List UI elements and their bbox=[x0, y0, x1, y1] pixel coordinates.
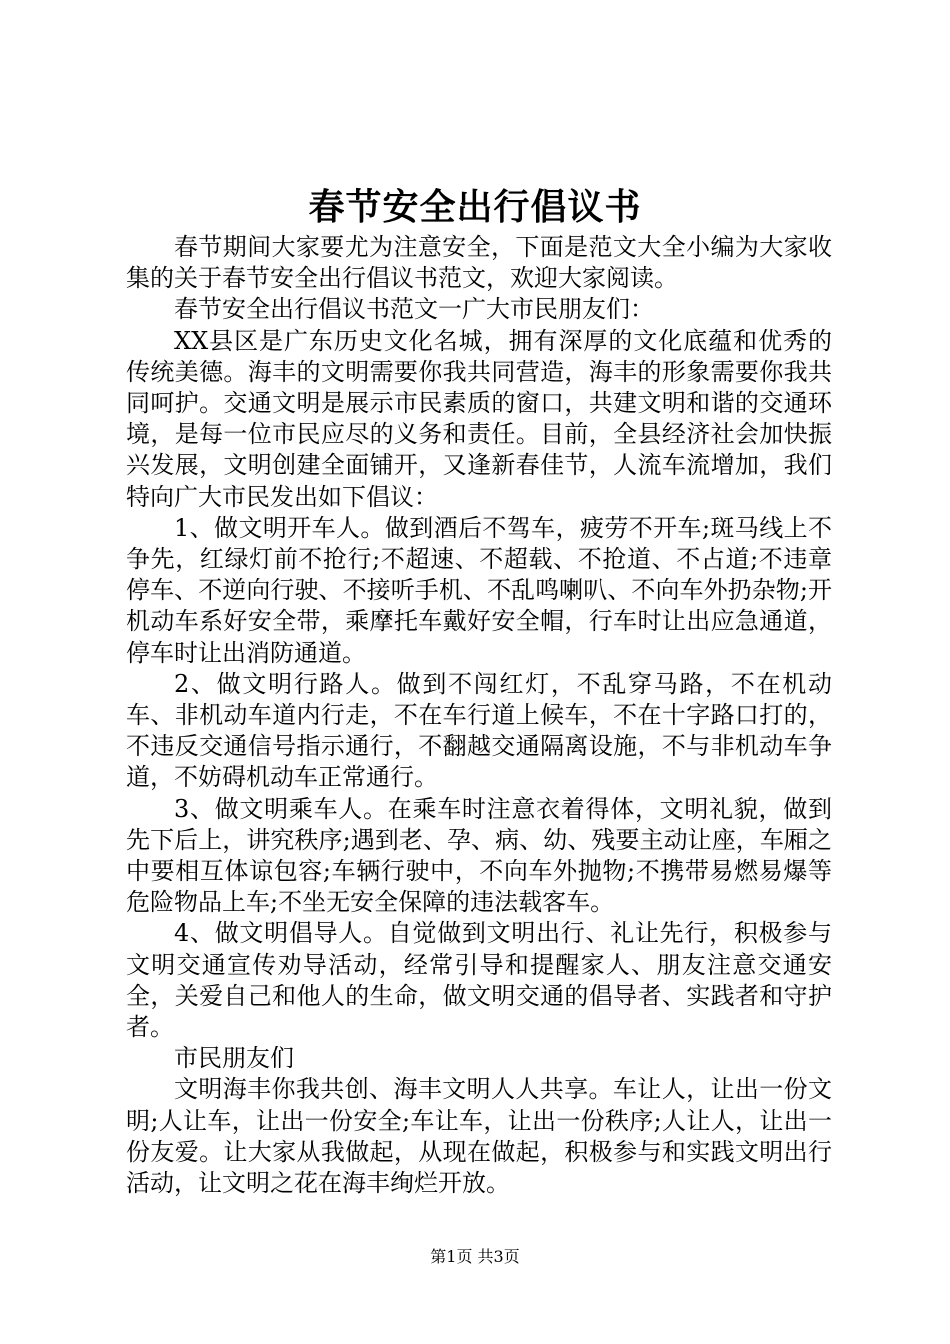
intro-paragraph: 春节期间大家要尤为注意安全，下面是范文大全小编为大家收集的关于春节安全出行倡议书范文，欢迎大家阅读。 bbox=[126, 233, 832, 293]
page-total: 共3页 bbox=[477, 1247, 520, 1266]
page-footer bbox=[0, 1246, 950, 1268]
proposal-pedestrian-paragraph: 2、做文明行路人。做到不闯红灯，不乱穿马路，不在机动车、非机动车道内行走，不在车行道上候车，不在十字路口打的，不违反交通信号指示通行，不翻越交通隔离设施，不与非机动车争道，不妨碍机动车正常通行。 bbox=[126, 669, 832, 792]
proposal-passenger-paragraph: 3、做文明乘车人。在乘车时注意衣着得体，文明礼貌，做到先下后上，讲究秩序;遇到老、孕、病、幼、残要主动让座，车厢之中要相互体谅包容;车辆行驶中，不向车外抛物;不携带易燃易爆等危险物品上车;不坐无安全保障的违法载客车。 bbox=[126, 794, 832, 917]
closing-paragraph: 文明海丰你我共创、海丰文明人人共享。车让人，让出一份文明;人让车，让出一份安全;车让车，让出一份秩序;人让人，让出一份友爱。让大家从我做起，从现在做起，积极参与和实践文明出行活动，让文明之花在海丰绚烂开放。 bbox=[126, 1075, 832, 1198]
document-title: 春节安全出行倡议书 bbox=[308, 186, 642, 228]
background-paragraph: XX县区是广东历史文化名城，拥有深厚的文化底蕴和优秀的传统美德。海丰的文明需要你我共同营造，海丰的形象需要你我共同呵护。交通文明是展示市民素质的窗口，共建文明和谐的交通环境，是每一位市民应尽的义务和责任。目前，全县经济社会加快振兴发展，文明创建全面铺开，又逢新春佳节，人流车流增加，我们特向广大市民发出如下倡议： bbox=[126, 326, 832, 511]
proposal-advocate-paragraph: 4、做文明倡导人。自觉做到文明出行、礼让先行，积极参与文明交通宣传劝导活动，经常引导和提醒家人、朋友注意交通安全，关爱自己和他人的生命，做文明交通的倡导者、实践者和守护者。 bbox=[126, 919, 832, 1042]
salutation-paragraph: 春节安全出行倡议书范文一广大市民朋友们： bbox=[174, 295, 654, 324]
document-body bbox=[126, 232, 832, 1199]
proposal-driver-paragraph: 1、做文明开车人。做到酒后不驾车，疲劳不开车;斑马线上不争先，红绿灯前不抢行;不超速、不超载、不抢道、不占道;不违章停车、不逆向行驶、不接听手机、不乱鸣喇叭、不向车外扔杂物;开机动车系好安全带，乘摩托车戴好安全帽，行车时让出应急通道，停车时让出消防通道。 bbox=[126, 513, 832, 667]
closing-salutation-paragraph: 市民朋友们 bbox=[174, 1044, 294, 1073]
page-number: 第1页 bbox=[430, 1247, 473, 1266]
